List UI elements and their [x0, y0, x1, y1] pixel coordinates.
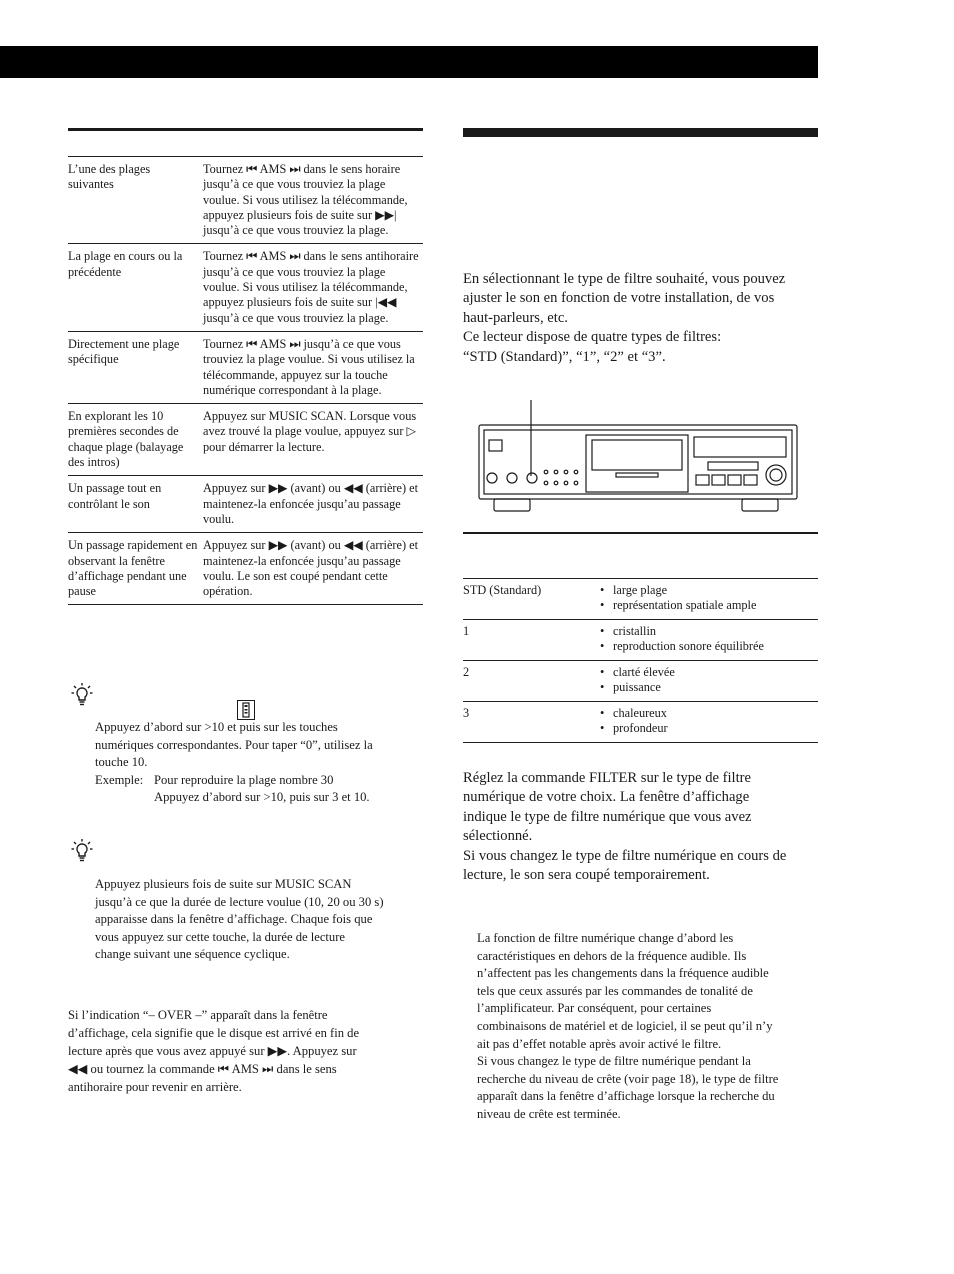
filter-characteristics	[600, 706, 818, 737]
table-row	[68, 476, 423, 533]
list-item: • clarté élevée	[600, 665, 818, 680]
search-action: Tournez ⏮ AMS ⏭ dans le sens horaire jusqu’à ce que vous trouviez la plage voulue. Si vous utilisez la télécommande, appuyez plusieurs fois de suite sur ▶▶| jusqu’à ce que vous trouviez la plage.	[203, 162, 408, 238]
list-item: • reproduction sonore équilibrée	[600, 639, 818, 654]
list-item: • chaleureux	[600, 706, 818, 721]
search-target: Directement une plage spécifique	[68, 336, 180, 367]
filter-type-name: 3	[463, 706, 470, 720]
filter-type-name: 1	[463, 624, 470, 638]
filter-note: La fonction de filtre numérique change d’abord les caractéristiques en dehors de la fréquence audible. Ils n’affectent pas les changements dans la fréquence audible tels que ceux assurés par les commandes de tonalité de l’amplificateur. Par conséquent, pour certaines combinaisons de matériel et de logiciel, il se peut qu’il n’y ait pas d’effet notable après avoir activé le filtre. Si vous changez le type de filtre numérique pendant la recherche du niveau de crête (voir page 18), le type de filtre apparaît dans la fenêtre d’affichage lorsque la recherche du niveau de crête est terminée.	[477, 931, 779, 1121]
list-item: • profondeur	[600, 721, 818, 736]
table-row	[68, 332, 423, 404]
search-method-table	[68, 156, 423, 605]
search-target: L’une des plages suivantes	[68, 162, 151, 192]
search-action: Appuyez sur MUSIC SCAN. Lorsque vous avez trouvé la plage voulue, appuyez sur ▷ pour démarrer la lecture.	[203, 409, 417, 454]
table-row	[463, 661, 818, 702]
filter-type-name: STD (Standard)	[463, 583, 542, 597]
table-row	[463, 620, 818, 661]
search-action: Tournez ⏮ AMS ⏭ jusqu’à ce que vous trouviez la plage voulue. Si vous utilisez la télécommande, appuyez sur la touche numérique correspondant à la plage.	[203, 336, 415, 397]
filter-characteristics	[600, 624, 818, 655]
filter-characteristics	[600, 665, 818, 696]
filter-section-rule	[463, 532, 818, 534]
table-row	[463, 702, 818, 743]
search-target: En explorant les 10 premières secondes de chaque plage (balayage des intros)	[68, 409, 184, 470]
list-item: • cristallin	[600, 624, 818, 639]
search-target: Un passage rapidement en observant la fenêtre d’affichage pendant une pause	[68, 538, 198, 599]
table-row	[68, 244, 423, 331]
list-item: • puissance	[600, 680, 818, 695]
remote-control-icon	[237, 700, 255, 720]
filter-characteristics	[600, 583, 818, 614]
table-row	[68, 157, 423, 244]
lightbulb-tip-icon	[70, 682, 94, 708]
search-action: Appuyez sur ▶▶ (avant) ou ◀◀ (arrière) et maintenez-la enfoncée jusqu’au passage voulu. Le son est coupé pendant cette opération.	[203, 538, 419, 599]
tip-music-scan: Appuyez plusieurs fois de suite sur MUSIC SCAN jusqu’à ce que la durée de lecture voulue (10, 20 ou 30 s) apparaisse dans la fenêtre d’affichage. Chaque fois que vous appuyez sur cette touche, la durée de lecture change suivant une séquence cyclique.	[95, 877, 384, 961]
filter-intro: En sélectionnant le type de filtre souhaité, vous pouvez ajuster le son en fonction de votre installation, de vos haut-parleurs, etc. Ce lecteur dispose de quatre types de filtres: “STD (Standard)”, “1”, “2” et “3”.	[463, 271, 786, 365]
header-bar	[0, 46, 818, 78]
search-action: Tournez ⏮ AMS ⏭ dans le sens antihoraire jusqu’à ce que vous trouviez la plage voulue. Si vous utilisez la télécommande, appuyez plusieurs fois de suite sur |◀◀ jusqu’à ce que vous trouviez la plage.	[203, 249, 419, 325]
filter-instructions: Réglez la commande FILTER sur le type de filtre numérique de votre choix. La fenêtre d’affichage indique le type de filtre numérique que vous avez sélectionné. Si vous changez le type de filtre numérique en cours de lecture, le son sera coupé temporairement.	[463, 770, 787, 884]
over-note: Si l’indication “– OVER –” apparaît dans la fenêtre d’affichage, cela signifie que le disque est arrivé en fin de lecture après que vous avez appuyé sur ▶▶. Appuyez sur ◀◀ ou tournez la commande ⏮ AMS ⏭ dans le sens antihoraire pour revenir en arrière.	[68, 1008, 360, 1094]
left-section-rule	[68, 128, 423, 131]
cd-player-illustration	[474, 400, 800, 518]
search-action: Appuyez sur ▶▶ (avant) ou ◀◀ (arrière) et maintenez-la enfoncée jusqu’au passage voulu.	[203, 481, 419, 526]
right-section-rule	[463, 128, 818, 137]
table-row	[68, 533, 423, 605]
table-row	[463, 579, 818, 620]
list-item: • représentation spatiale ample	[600, 598, 818, 613]
filter-type-table	[463, 578, 818, 743]
tip-number-entry: Appuyez d’abord sur >10 et puis sur les touches numériques correspondantes. Pour taper “0”, utilisez la touche 10. Exemple: Pour reproduire la plage nombre 30 Appuyez d’abord sur >10, puis sur 3 et 10.	[95, 720, 373, 804]
search-target: La plage en cours ou la précédente	[68, 249, 183, 279]
table-row	[68, 404, 423, 476]
search-target: Un passage tout en contrôlant le son	[68, 481, 162, 511]
lightbulb-tip-icon	[70, 838, 94, 864]
filter-type-name: 2	[463, 665, 470, 679]
list-item: • large plage	[600, 583, 818, 598]
